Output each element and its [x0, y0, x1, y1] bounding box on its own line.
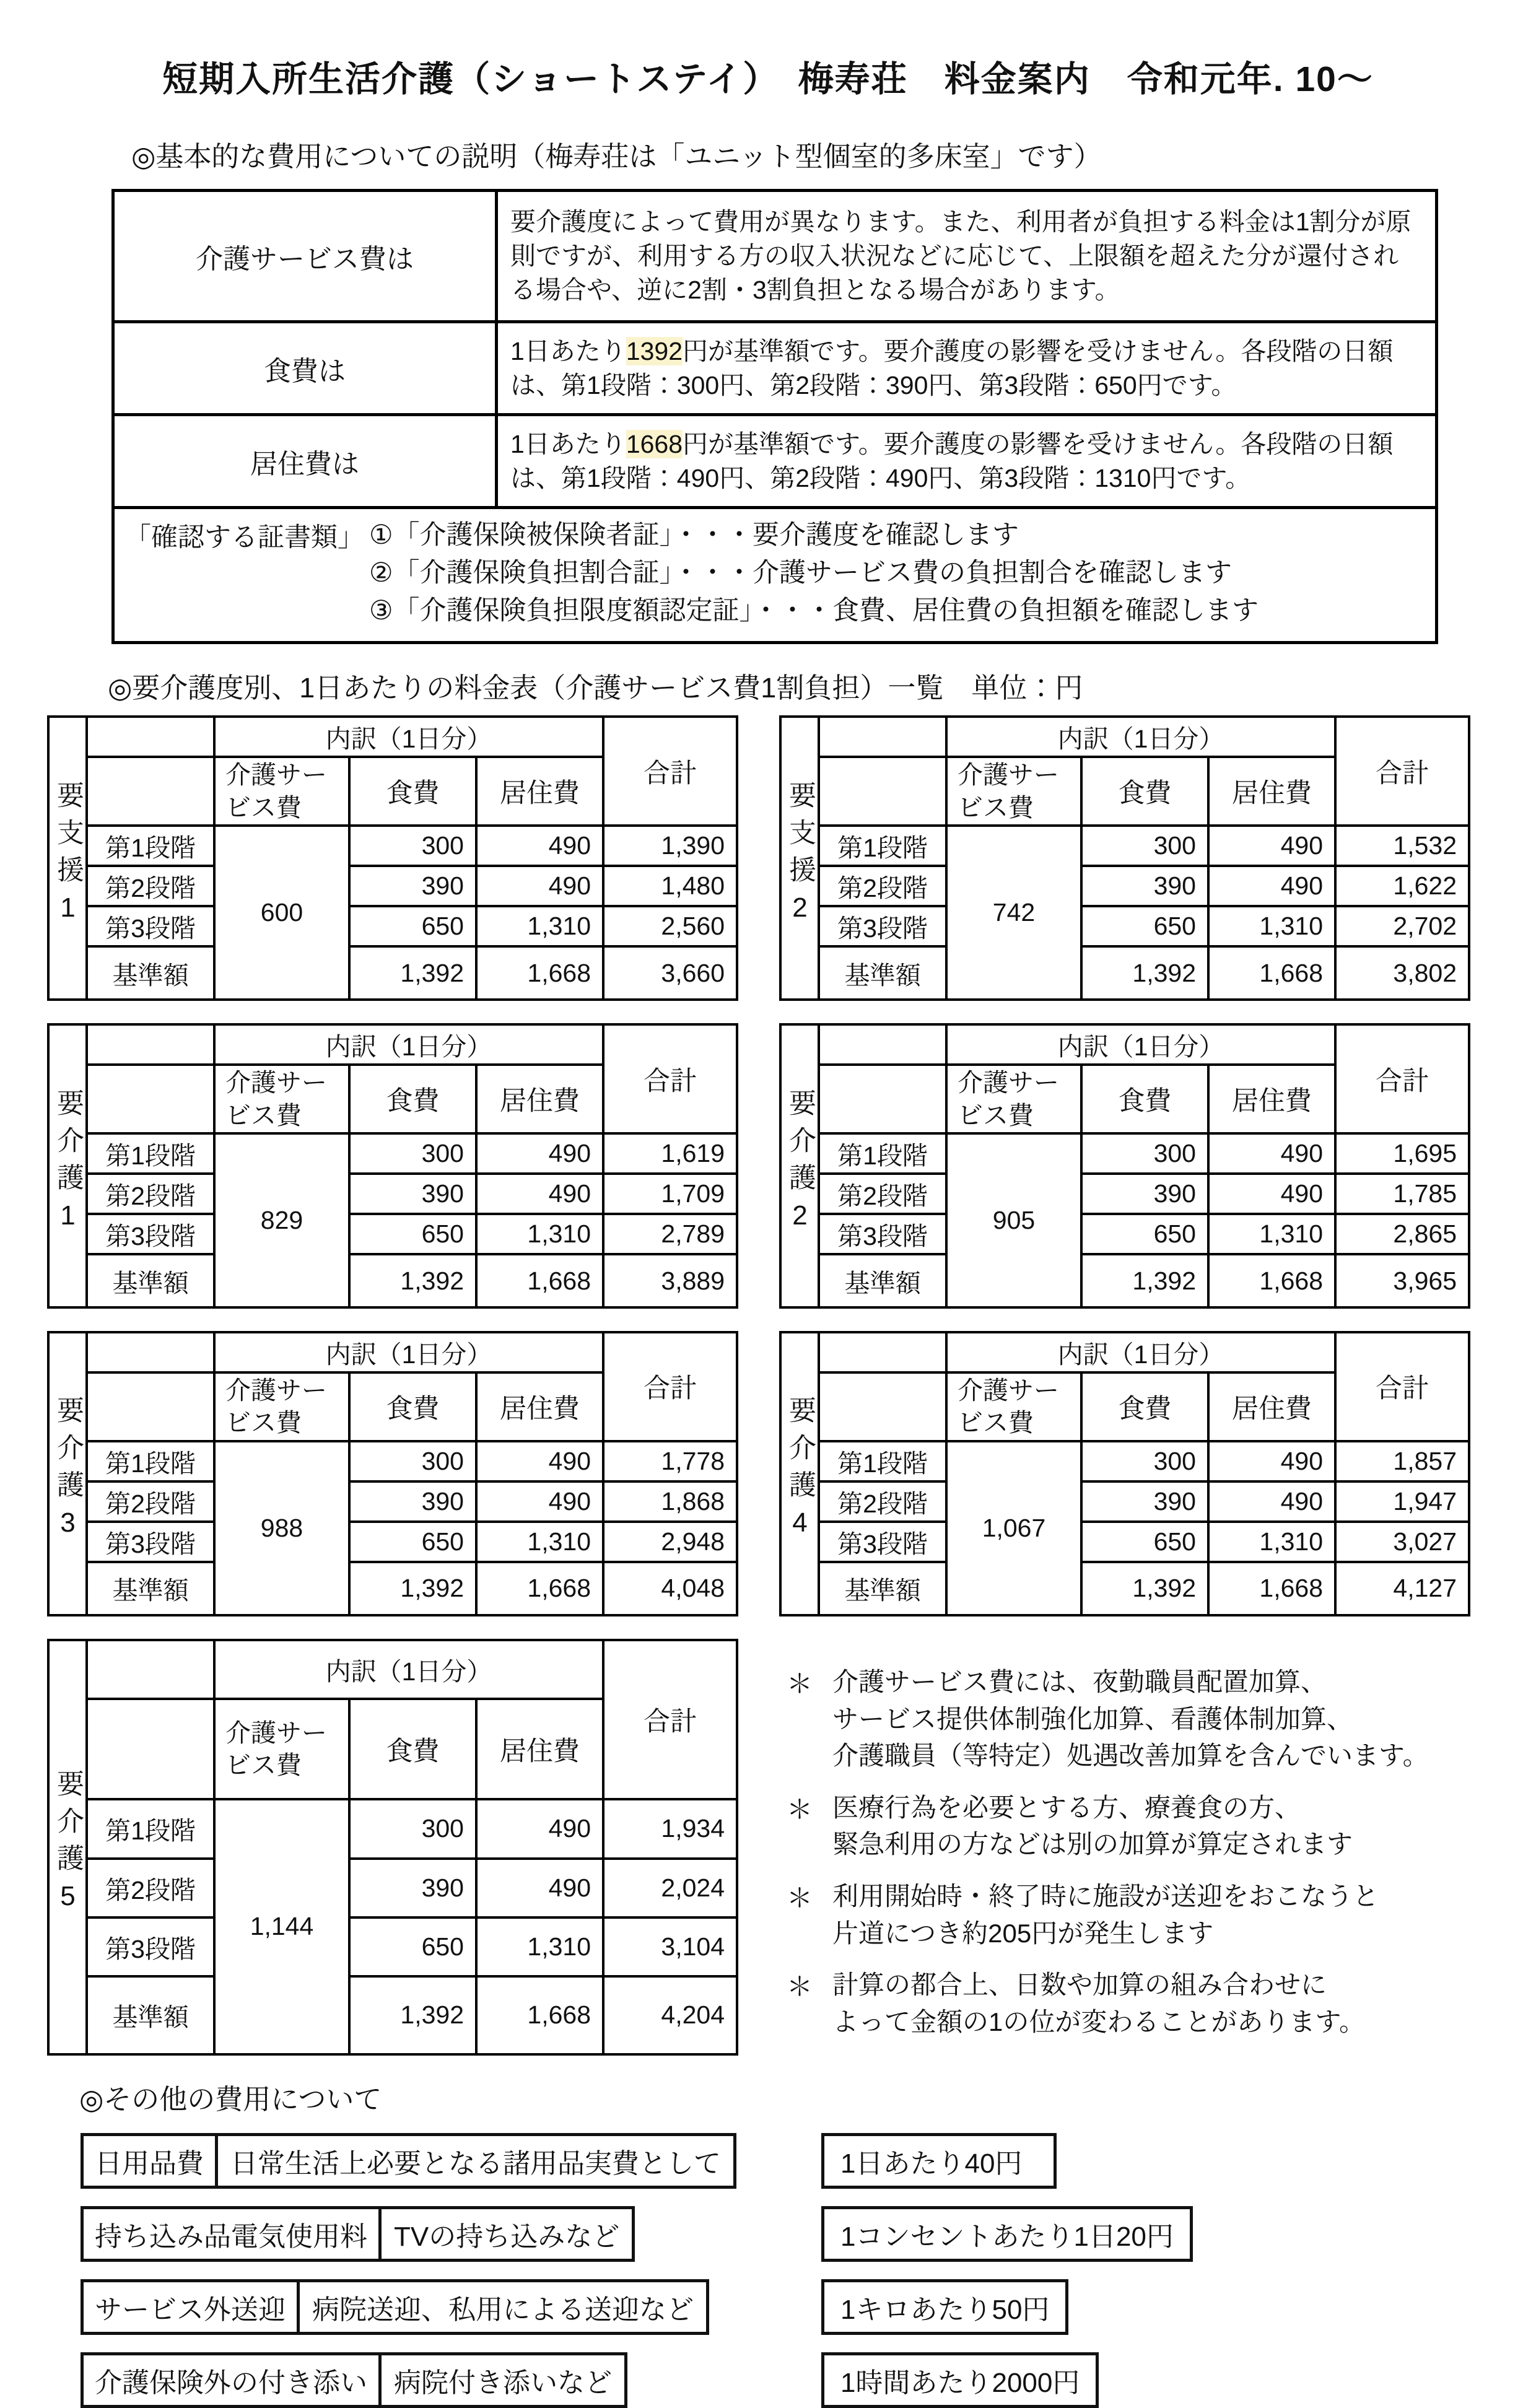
housing-header: 居住費 [1208, 1372, 1335, 1441]
service-fee-header-line1: 介護サー [225, 1376, 327, 1405]
stage2-housing-value: 490 [476, 1859, 603, 1917]
highlighted-amount: 1668 [626, 429, 683, 458]
stage3-label: 第3段階 [819, 906, 946, 946]
note-line: 片道につき約205円が発生します [832, 1918, 1214, 1948]
care-level-cell [780, 1332, 819, 1615]
stage2-total-value: 1,868 [603, 1481, 737, 1522]
standard-label: 基準額 [87, 1562, 214, 1615]
stage3-housing-value: 1,310 [1208, 906, 1335, 946]
care-level-text: 要介護2 [785, 1088, 815, 1241]
standard-label: 基準額 [819, 946, 946, 1000]
standard-housing-value: 1,668 [476, 1976, 603, 2054]
meal-fee-label: 食費は [113, 322, 497, 415]
blank-cell [87, 1024, 214, 1065]
stage2-meal-value: 390 [349, 1859, 476, 1917]
service-fee-header-line2: ビス費 [225, 1101, 302, 1130]
asterisk-marker: ＊ [787, 1972, 813, 2002]
standard-label: 基準額 [87, 1976, 214, 2054]
stage1-label: 第1段階 [819, 1133, 946, 1174]
standard-label: 基準額 [819, 1562, 946, 1615]
blank-cell [87, 717, 214, 757]
care-level-text: 要介護3 [53, 1396, 83, 1548]
meal-header: 食費 [349, 1065, 476, 1133]
blank-cell [819, 1024, 946, 1065]
stage1-housing-value: 490 [1208, 1441, 1335, 1481]
stage2-label: 第2段階 [87, 1174, 214, 1214]
blank-cell [819, 1065, 946, 1133]
stage3-meal-value: 650 [349, 906, 476, 946]
stage3-meal-value: 650 [349, 1917, 476, 1976]
stage3-label: 第3段階 [819, 1522, 946, 1562]
stage3-meal-value: 650 [1081, 906, 1208, 946]
meal-header: 食費 [349, 757, 476, 826]
stage2-label: 第2段階 [819, 1174, 946, 1214]
stage1-label: 第1段階 [87, 1441, 214, 1481]
blank-cell [87, 1065, 214, 1133]
note-line: 計算の都合上、日数や加算の組み合わせに [832, 1970, 1327, 2000]
stage3-housing-value: 1,310 [476, 1214, 603, 1254]
stage3-total-value: 2,702 [1335, 906, 1469, 946]
stage2-meal-value: 390 [1081, 866, 1208, 906]
care-level-text: 要介護1 [53, 1088, 83, 1241]
stage2-label: 第2段階 [819, 1481, 946, 1522]
standard-total-value: 3,802 [1335, 946, 1469, 1000]
stage2-housing-value: 490 [476, 1174, 603, 1214]
standard-total-value: 4,048 [603, 1562, 737, 1615]
service-fee-value: 988 [214, 1441, 349, 1615]
stage1-housing-value: 490 [476, 1133, 603, 1174]
note-line: 介護サービス費には、夜勤職員配置加算、 [832, 1667, 1327, 1696]
stage3-housing-value: 1,310 [476, 1917, 603, 1976]
meal-header: 食費 [1081, 1065, 1208, 1133]
stage1-housing-value: 490 [1208, 1133, 1335, 1174]
service-fee-value: 742 [946, 826, 1081, 1000]
stage3-label: 第3段階 [819, 1214, 946, 1254]
service-fee-header-line1: 介護サー [958, 1376, 1059, 1405]
note-line: 利用開始時・終了時に施設が送迎をおこなうと [832, 1882, 1379, 1911]
blank-cell [819, 1372, 946, 1441]
stage2-housing-value: 490 [1208, 866, 1335, 906]
breakdown-header: 内訳（1日分） [214, 1024, 603, 1065]
meal-header: 食費 [1081, 1372, 1208, 1441]
blank-cell [819, 717, 946, 757]
stage1-meal-value: 300 [1081, 1441, 1208, 1481]
breakdown-header: 内訳（1日分） [946, 717, 1335, 757]
standard-meal-value: 1,392 [1081, 946, 1208, 1000]
standard-housing-value: 1,668 [476, 946, 603, 1000]
rate-table-support-1 [47, 715, 738, 1001]
care-level-text: 要介護5 [53, 1769, 83, 1922]
stage2-meal-value: 390 [349, 866, 476, 906]
stage1-meal-value: 300 [1081, 1133, 1208, 1174]
housing-fee-label: 居住費は [113, 415, 497, 508]
stage1-total-value: 1,778 [603, 1441, 737, 1481]
stage3-total-value: 3,027 [1335, 1522, 1469, 1562]
service-fee-header-line2: ビス費 [958, 1101, 1034, 1130]
description-text: 円が基準額です。要介護度の影響を受けません。各段階の日額は、第1段階：300円、第2段階：390円、第3段階：650円です。 [510, 336, 1394, 399]
fee-description: 病院付き添いなど [394, 2367, 612, 2398]
fee-row-daily-goods [81, 2133, 1536, 2189]
basic-fees-heading: ◎基本的な費用についての説明（梅寿荘は「ユニット型個室的多床室」です） [131, 141, 1102, 172]
standard-meal-value: 1,392 [349, 1976, 476, 2054]
page-title: 短期入所生活介護（ショートステイ） 梅寿荘 料金案内 令和元年. 10～ [162, 59, 1374, 99]
stage2-total-value: 2,024 [603, 1859, 737, 1917]
stage2-housing-value: 490 [476, 1481, 603, 1522]
blank-cell [819, 757, 946, 826]
stage3-total-value: 2,865 [1335, 1214, 1469, 1254]
standard-label: 基準額 [87, 946, 214, 1000]
service-fee-value: 1,144 [214, 1799, 349, 2054]
asterisk-marker: ＊ [787, 1794, 813, 1824]
stage2-label: 第2段階 [819, 866, 946, 906]
stage1-total-value: 1,695 [1335, 1133, 1469, 1174]
stage2-housing-value: 490 [476, 866, 603, 906]
stage3-housing-value: 1,310 [476, 906, 603, 946]
meal-header: 食費 [349, 1699, 476, 1799]
total-header: 合計 [1335, 1024, 1469, 1133]
breakdown-header: 内訳（1日分） [946, 1332, 1335, 1372]
fee-price: 1キロあたり50円 [821, 2279, 1068, 2335]
service-fee-value: 829 [214, 1133, 349, 1307]
fee-row-escort [81, 2352, 1536, 2408]
stage1-housing-value: 490 [476, 826, 603, 866]
stage3-total-value: 2,789 [603, 1214, 737, 1254]
stage1-housing-value: 490 [1208, 826, 1335, 866]
stage3-total-value: 2,948 [603, 1522, 737, 1562]
service-fee-header [214, 757, 349, 826]
standard-housing-value: 1,668 [1208, 1254, 1335, 1307]
certificate-item-2: ②「介護保険負担割合証」・・・介護サービス費の負担割合を確認します [369, 558, 1233, 588]
stage1-total-value: 1,390 [603, 826, 737, 866]
note-line: サービス提供体制強化加算、看護体制加算、 [832, 1704, 1353, 1734]
stage1-housing-value: 490 [476, 1441, 603, 1481]
standard-housing-value: 1,668 [1208, 1562, 1335, 1615]
stage2-meal-value: 390 [349, 1481, 476, 1522]
total-header: 合計 [603, 1332, 737, 1441]
rate-table-support-2 [779, 715, 1470, 1001]
stage3-label: 第3段階 [87, 906, 214, 946]
stage3-housing-value: 1,310 [1208, 1522, 1335, 1562]
service-fee-header-line1: 介護サー [958, 761, 1059, 790]
total-header: 合計 [603, 1024, 737, 1133]
stage2-total-value: 1,709 [603, 1174, 737, 1214]
certificates-label: 「確認する証書類」 [124, 523, 364, 552]
fee-label: サービス外送迎 [84, 2282, 300, 2332]
stage3-housing-value: 1,310 [1208, 1214, 1335, 1254]
total-header: 合計 [603, 717, 737, 826]
standard-meal-value: 1,392 [349, 946, 476, 1000]
stage1-meal-value: 300 [349, 826, 476, 866]
care-level-cell [780, 1024, 819, 1307]
note-line: 緊急利用の方などは別の加算が算定されます [832, 1830, 1353, 1859]
service-fee-value: 1,067 [946, 1441, 1081, 1615]
stage3-label: 第3段階 [87, 1214, 214, 1254]
stage1-label: 第1段階 [819, 826, 946, 866]
housing-header: 居住費 [1208, 1065, 1335, 1133]
standard-housing-value: 1,668 [1208, 946, 1335, 1000]
fee-description: TVの持ち込みなど [394, 2221, 620, 2252]
rate-table-care-1 [47, 1023, 738, 1309]
stage2-meal-value: 390 [1081, 1174, 1208, 1214]
description-text: 円が基準額です。要介護度の影響を受けません。各段階の日額は、第1段階：490円、第2段階：490円、第3段階：1310円です。 [510, 429, 1394, 492]
stage3-total-value: 2,560 [603, 906, 737, 946]
total-header: 合計 [603, 1640, 737, 1799]
stage1-housing-value: 490 [476, 1799, 603, 1858]
service-fee-header [946, 1372, 1081, 1441]
service-fee-header-line1: 介護サー [958, 1068, 1059, 1097]
stage3-meal-value: 650 [1081, 1214, 1208, 1254]
housing-header: 居住費 [1208, 757, 1335, 826]
stage2-label: 第2段階 [87, 1859, 214, 1917]
notes-block [779, 1639, 1468, 2056]
basic-fees-table [111, 189, 1438, 644]
rate-table-care-2 [779, 1023, 1470, 1309]
stage2-meal-value: 390 [1081, 1481, 1208, 1522]
stage1-label: 第1段階 [87, 1133, 214, 1174]
rate-tables-heading: ◎要介護度別、1日あたりの料金表（介護サービス費1割負担）一覧 単位：円 [108, 672, 1083, 704]
fee-price: 1時間あたり2000円 [821, 2352, 1099, 2408]
blank-cell [87, 1372, 214, 1441]
service-fee-header [946, 757, 1081, 826]
rate-table-care-5 [47, 1639, 738, 2056]
fee-price: 1日あたり40円 [821, 2133, 1057, 2189]
certificate-item-1: ①「介護保険被保険者証」・・・要介護度を確認します [369, 520, 1019, 550]
stage2-total-value: 1,480 [603, 866, 737, 906]
service-fee-header-line2: ビス費 [225, 1408, 302, 1437]
service-fee-header-line2: ビス費 [958, 1408, 1034, 1437]
stage2-total-value: 1,785 [1335, 1174, 1469, 1214]
care-level-cell [780, 717, 819, 1000]
highlighted-amount: 1392 [626, 336, 683, 365]
care-level-text: 要介護4 [785, 1396, 815, 1548]
blank-cell [819, 1332, 946, 1372]
stage3-meal-value: 650 [349, 1522, 476, 1562]
stage1-meal-value: 300 [349, 1799, 476, 1858]
care-level-cell [48, 1024, 87, 1307]
stage2-label: 第2段階 [87, 1481, 214, 1522]
standard-total-value: 3,889 [603, 1254, 737, 1307]
stage3-label: 第3段階 [87, 1522, 214, 1562]
service-fee-value: 905 [946, 1133, 1081, 1307]
rate-table-care-4 [779, 1331, 1470, 1616]
stage1-meal-value: 300 [349, 1441, 476, 1481]
service-fee-header-line2: ビス費 [225, 1751, 302, 1780]
certificates-section [113, 508, 1437, 643]
fee-description: 日常生活上必要となる諸用品実費として [230, 2148, 721, 2179]
service-fee-header-line1: 介護サー [225, 761, 327, 790]
standard-meal-value: 1,392 [349, 1562, 476, 1615]
care-level-cell [48, 1640, 87, 2054]
asterisk-marker: ＊ [787, 1669, 813, 1698]
standard-meal-value: 1,392 [1081, 1254, 1208, 1307]
rate-table-care-3 [47, 1331, 738, 1616]
service-fee-header-line1: 介護サー [225, 1068, 327, 1097]
note-service-additions [779, 1664, 1468, 1774]
meal-header: 食費 [349, 1372, 476, 1441]
housing-fee-description [497, 415, 1437, 508]
fee-label: 持ち込み品電気使用料 [84, 2209, 382, 2259]
stage3-meal-value: 650 [349, 1214, 476, 1254]
stage1-meal-value: 300 [349, 1133, 476, 1174]
asterisk-marker: ＊ [787, 1883, 813, 1913]
fee-label: 日用品費 [84, 2136, 218, 2186]
standard-housing-value: 1,668 [476, 1562, 603, 1615]
stage1-total-value: 1,934 [603, 1799, 737, 1858]
care-level-cell [48, 717, 87, 1000]
standard-housing-value: 1,668 [476, 1254, 603, 1307]
note-line: 医療行為を必要とする方、療養食の方、 [832, 1792, 1301, 1822]
description-text: 要介護度によって費用が異なります。また、利用者が負担する料金は1割分が原則ですが、利用する方の収入状況などに応じて、上限額を超えた分が還付される場合や、逆に2割・3割負担となる場合があります。 [510, 207, 1412, 304]
note-line: よって金額の1の位が変わることがあります。 [832, 2007, 1365, 2036]
care-service-fee-label: 介護サービス費は [113, 191, 497, 322]
stage1-meal-value: 300 [1081, 826, 1208, 866]
stage3-total-value: 3,104 [603, 1917, 737, 1976]
total-header: 合計 [1335, 717, 1469, 826]
blank-cell [87, 1332, 214, 1372]
standard-meal-value: 1,392 [1081, 1562, 1208, 1615]
stage1-total-value: 1,532 [1335, 826, 1469, 866]
stage1-label: 第1段階 [819, 1441, 946, 1481]
stage1-total-value: 1,619 [603, 1133, 737, 1174]
description-text: 1日あたり [510, 429, 626, 458]
service-fee-header [214, 1372, 349, 1441]
care-level-cell [48, 1332, 87, 1615]
fee-row-electricity [81, 2206, 1536, 2262]
standard-total-value: 3,660 [603, 946, 737, 1000]
stage2-housing-value: 490 [1208, 1481, 1335, 1522]
standard-total-value: 4,204 [603, 1976, 737, 2054]
service-fee-header-line1: 介護サー [225, 1718, 327, 1747]
certificate-item-3: ③「介護保険負担限度額認定証」・・・食費、居住費の負担額を確認します [369, 596, 1259, 626]
stage2-total-value: 1,947 [1335, 1481, 1469, 1522]
housing-header: 居住費 [476, 757, 603, 826]
blank-cell [87, 757, 214, 826]
blank-cell [87, 1640, 214, 1699]
service-fee-value: 600 [214, 826, 349, 1000]
fee-description: 病院送迎、私用による送迎など [312, 2294, 694, 2325]
breakdown-header: 内訳（1日分） [214, 1640, 603, 1699]
stage3-housing-value: 1,310 [476, 1522, 603, 1562]
stage1-label: 第1段階 [87, 1799, 214, 1858]
other-fees-heading: ◎その他の費用について [79, 2083, 382, 2115]
service-fee-header-line2: ビス費 [225, 793, 302, 822]
care-level-text: 要支援2 [785, 780, 815, 933]
stage2-label: 第2段階 [87, 866, 214, 906]
note-transport-fee [779, 1878, 1468, 1952]
stage3-meal-value: 650 [1081, 1522, 1208, 1562]
standard-label: 基準額 [819, 1254, 946, 1307]
stage3-label: 第3段階 [87, 1917, 214, 1976]
housing-header: 居住費 [476, 1699, 603, 1799]
fee-row-non-service-transport [81, 2279, 1536, 2335]
service-fee-header [214, 1065, 349, 1133]
stage1-total-value: 1,857 [1335, 1441, 1469, 1481]
service-fee-header-line2: ビス費 [958, 793, 1034, 822]
note-line: 介護職員（等特定）処遇改善加算を含んでいます。 [832, 1741, 1429, 1771]
note-medical-additions [779, 1789, 1468, 1863]
total-header: 合計 [1335, 1332, 1469, 1441]
housing-header: 居住費 [476, 1372, 603, 1441]
standard-label: 基準額 [87, 1254, 214, 1307]
stage2-meal-value: 390 [349, 1174, 476, 1214]
stage2-housing-value: 490 [1208, 1174, 1335, 1214]
stage1-label: 第1段階 [87, 826, 214, 866]
fee-price: 1コンセントあたり1日20円 [821, 2206, 1193, 2262]
service-fee-header [946, 1065, 1081, 1133]
blank-cell [87, 1699, 214, 1799]
note-rounding [779, 1966, 1468, 2040]
standard-total-value: 4,127 [1335, 1562, 1469, 1615]
housing-header: 居住費 [476, 1065, 603, 1133]
rate-tables-grid [47, 715, 1536, 2055]
standard-total-value: 3,965 [1335, 1254, 1469, 1307]
service-fee-header [214, 1699, 349, 1799]
breakdown-header: 内訳（1日分） [214, 1332, 603, 1372]
stage2-total-value: 1,622 [1335, 866, 1469, 906]
meal-fee-description [497, 322, 1437, 415]
standard-meal-value: 1,392 [349, 1254, 476, 1307]
care-level-text: 要支援1 [53, 780, 83, 933]
breakdown-header: 内訳（1日分） [946, 1024, 1335, 1065]
meal-header: 食費 [1081, 757, 1208, 826]
care-service-fee-description [497, 191, 1437, 322]
description-text: 1日あたり [510, 336, 626, 365]
fee-label: 介護保険外の付き添い [84, 2355, 382, 2405]
breakdown-header: 内訳（1日分） [214, 717, 603, 757]
